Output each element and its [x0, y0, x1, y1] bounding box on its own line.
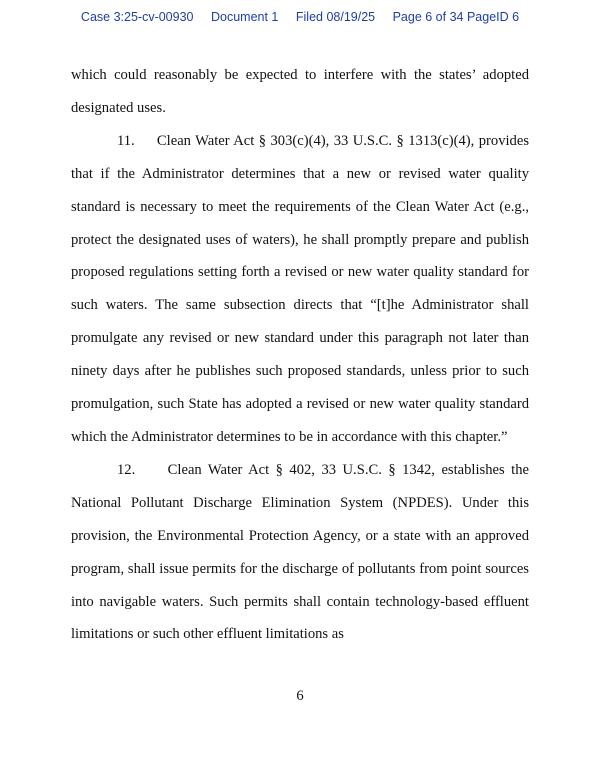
- document-body: [71, 59, 529, 651]
- case-number: Case 3:25-cv-00930: [80, 10, 194, 24]
- paragraph-text: which could reasonably be expected to interfere with the states’ adopted designated uses.: [71, 67, 529, 116]
- document-number: Document 1: [210, 10, 279, 24]
- paragraph-number: 11.: [117, 132, 135, 149]
- paragraph-text: Clean Water Act § 402, 33 U.S.C. § 1342, establishes the National Pollutant Discharge Elimination System (NPDES). Under this provision, the Environmental Protection Agency, or a state with an approved program, shall issue permits for the discharge of pollutants from point sources into navigable waters. Such permits shall contain technology-based effluent limitations or such other effluent limitations as: [71, 461, 529, 643]
- paragraph-text: Clean Water Act § 303(c)(4), 33 U.S.C. § 1313(c)(4), provides that if the Administrator determines that a new or revised water quality standard is necessary to meet the requirements of the Clean Water Act (e.g., protect the designated uses of waters), he shall promptly prepare and publish proposed regulations setting forth a revised or new water quality standard for such waters. The same subsection directs that “[t]he Administrator shall promulgate any revised or new standard under this paragraph not later than ninety days after he publishes such proposed standards, unless prior to such promulgation, such State has adopted a revised or new water quality standard which the Administrator determines to be in accordance with this chapter.”: [71, 132, 529, 445]
- paragraph-12: [71, 454, 529, 651]
- page-info: Page 6 of 34 PageID 6: [392, 10, 520, 24]
- case-header: [0, 10, 600, 24]
- paragraph-continuation: [71, 59, 529, 125]
- filed-date: Filed 08/19/25: [295, 10, 376, 24]
- page-number: 6: [296, 688, 304, 704]
- paragraph-11: [71, 125, 529, 454]
- paragraph-number: 12.: [117, 461, 136, 478]
